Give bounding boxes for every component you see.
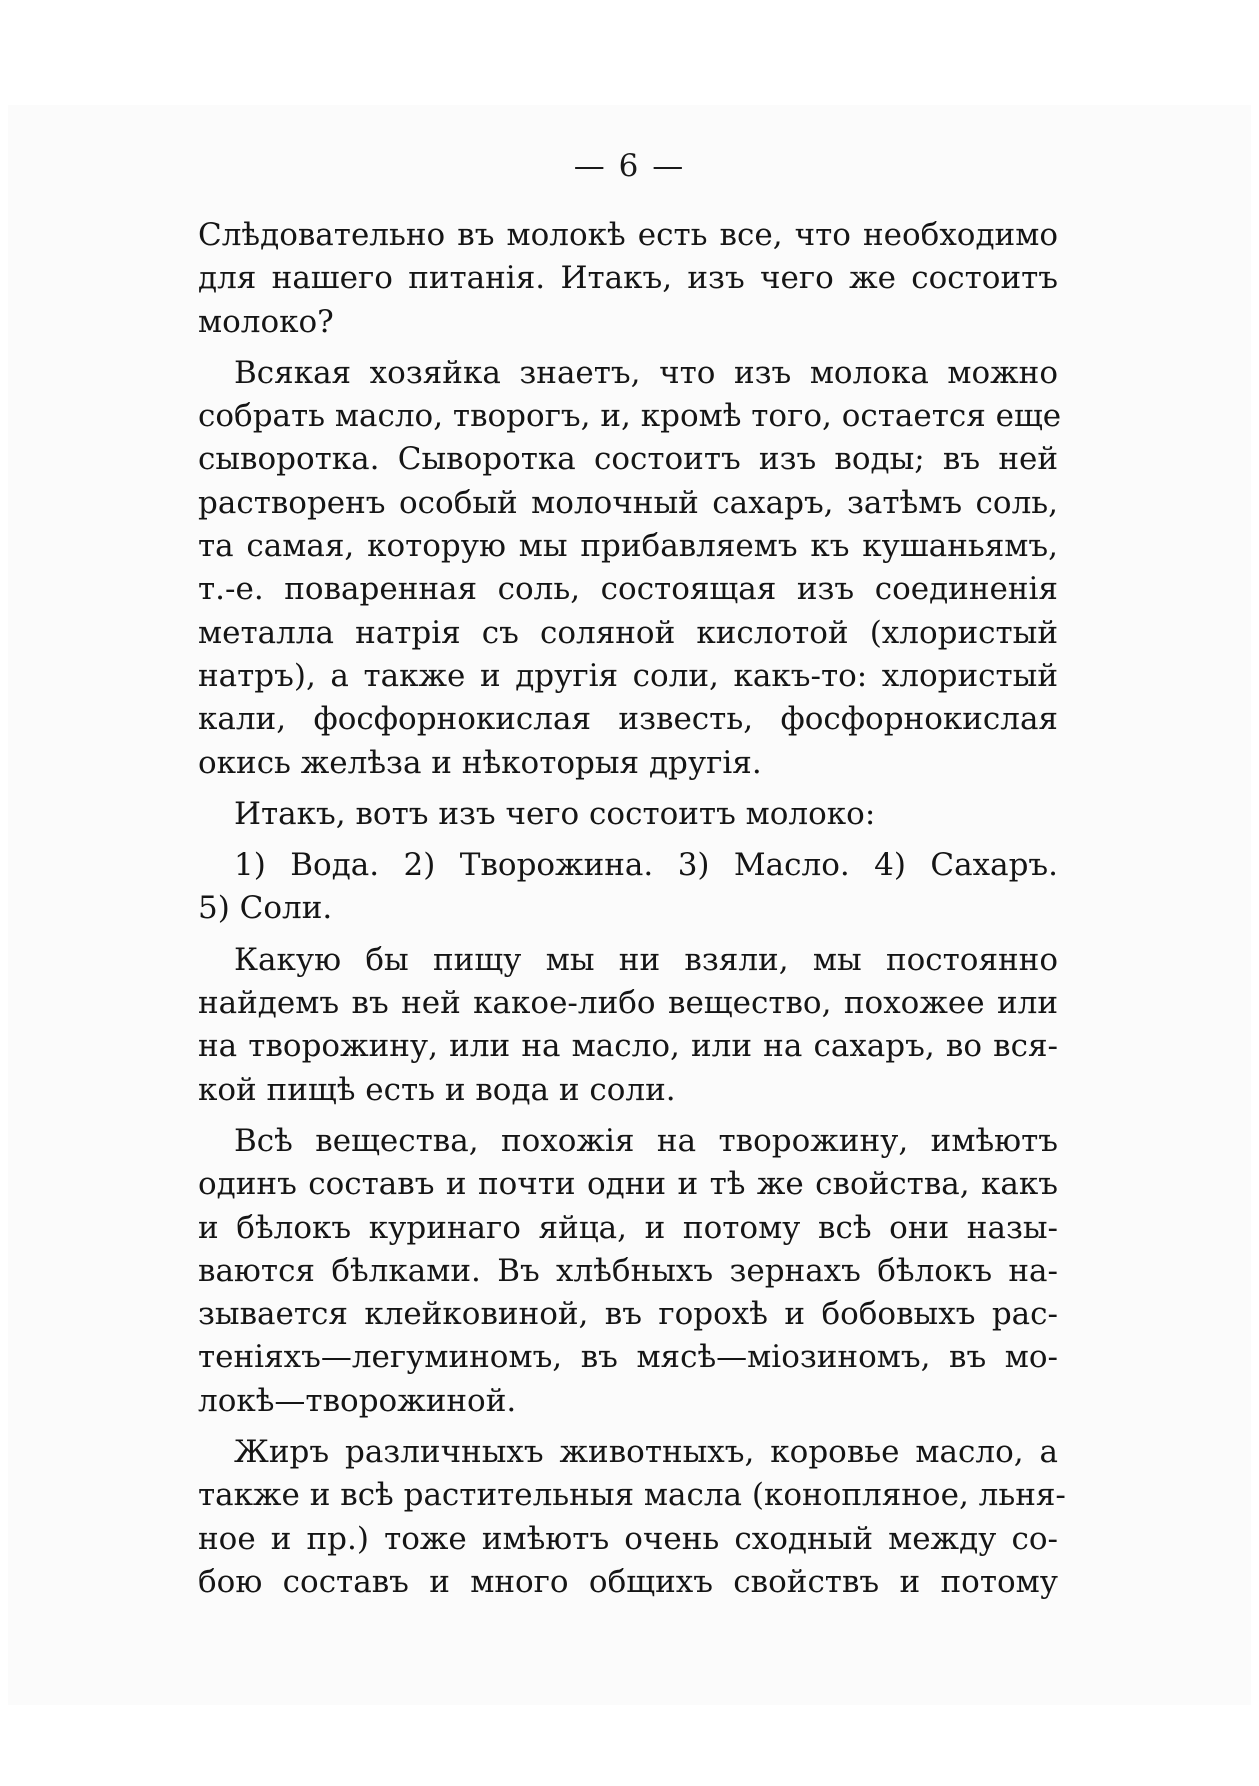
text-line: кой пищѣ есть и вода и соли. [198,1071,676,1108]
text-line: для нашего питанія. Итакъ, изъ чего же состоитъ [198,260,1058,297]
text-line: Всѣ вещества, похожія на творожину, имѣютъ [234,1122,1058,1159]
text-line: Итакъ, вотъ изъ чего состоитъ молоко: [234,795,876,832]
text-line: окись желѣза и нѣкоторыя другія. [198,744,762,781]
paragraph [198,793,1058,836]
text-line: бою составъ и много общихъ свойствъ и потому [198,1563,1058,1600]
paragraph [198,1431,1066,1604]
text-line: т.-е. поваренная соль, состоящая изъ соединенія [198,571,1058,608]
text-line: молоко? [198,303,334,340]
text-line: сыворотка. Сыворотка состоитъ изъ воды; въ ней [198,441,1058,478]
paragraph [198,1120,1058,1423]
text-line: теніяхъ—легуминомъ, въ мясѣ—міозиномъ, въ мо- [198,1339,1058,1376]
text-line: кали, фосфорнокислая известь, фосфорнокислая [198,701,1058,738]
text-line: найдемъ въ ней какое-либо вещество, похожее или [198,985,1058,1022]
text-line: Всякая хозяйка знаетъ, что изъ молока можно [234,354,1058,391]
paragraph-gap [198,1423,1058,1431]
paragraph-gap [198,344,1058,352]
text-line: локѣ—творожиной. [198,1382,517,1419]
text-line: 1) Вода. 2) Творожина. 3) Масло. 4) Сахаръ. [234,847,1058,884]
paragraph [198,352,1062,785]
text-line: Какую бы пищу мы ни взяли, мы постоянно [234,941,1058,978]
text-line: также и всѣ растительныя масла (конопляное, льня- [198,1477,1066,1514]
text-line: та самая, которую мы прибавляемъ къ кушаньямъ, [198,528,1058,565]
text-line: собрать масло, творогъ, и, кромѣ того, остается еще [198,398,1062,435]
text-line: растворенъ особый молочный сахаръ, затѣмъ соль, [198,484,1058,521]
text-line: и бѣлокъ куринаго яйца, и потому всѣ они назы- [198,1209,1058,1246]
text-line: ное и пр.) тоже имѣютъ очень сходный между со- [198,1520,1058,1557]
text-line: ваются бѣлками. Въ хлѣбныхъ зернахъ бѣлокъ на- [198,1252,1058,1289]
paragraph-gap [198,836,1058,844]
paragraph [198,939,1058,1112]
page-number: — 6 — [573,148,686,184]
text-line: 5) Соли. [198,890,333,927]
paragraph [198,214,1058,344]
paragraph-gap [198,785,1058,793]
text-line: металла натрія съ соляной кислотой (хлористый [198,614,1058,651]
text-line: одинъ составъ и почти одни и тѣ же свойства, какъ [198,1166,1058,1203]
text-line: на творожину, или на масло, или на сахаръ, во вся- [198,1028,1058,1065]
body-text [198,214,1066,1604]
text-line: Жиръ различныхъ животныхъ, коровье масло, а [234,1434,1058,1471]
text-line: зывается клейковиной, въ горохѣ и бобовыхъ рас- [198,1296,1058,1333]
text-line: натръ), а также и другія соли, какъ-то: хлористый [198,657,1058,694]
paragraph-gap [198,931,1058,939]
paragraph [198,844,1058,931]
paragraph-gap [198,1112,1058,1120]
text-line: Слѣдовательно въ молокѣ есть все, что необходимо [198,217,1058,253]
